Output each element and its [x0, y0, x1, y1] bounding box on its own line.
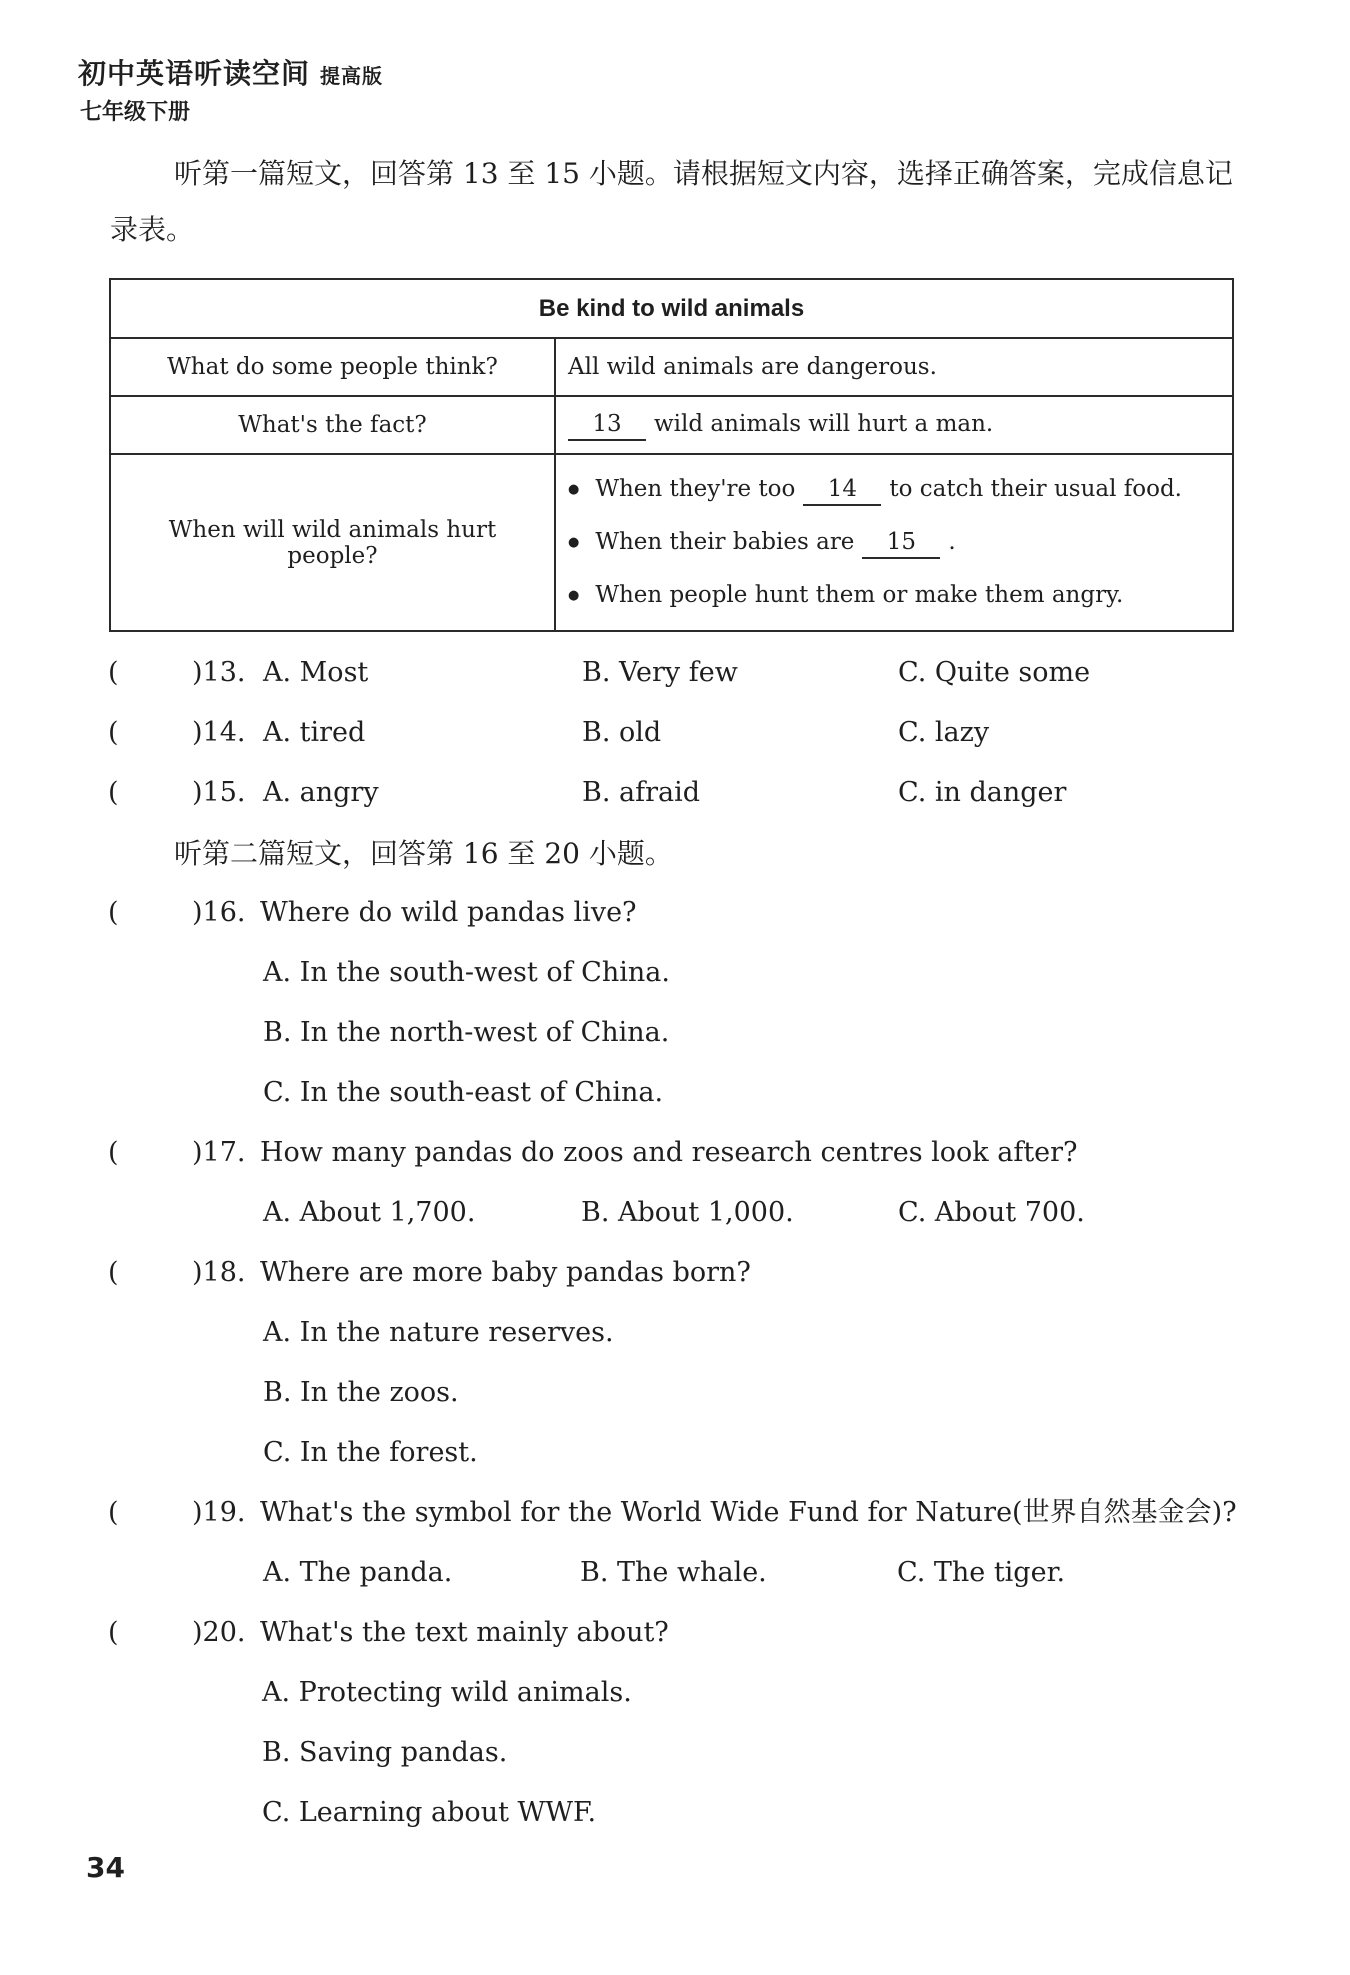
answer-bracket[interactable]: (	[108, 717, 119, 748]
table-row	[110, 454, 1233, 631]
option-b[interactable]: B. Very few	[582, 657, 738, 688]
option-b[interactable]: B. In the north-west of China.	[263, 1017, 670, 1048]
answer-bracket[interactable]: (	[108, 777, 119, 808]
option-a[interactable]: A. Protecting wild animals.	[262, 1677, 632, 1708]
book-edition: 提高版	[320, 64, 384, 88]
section1-instruction: 听第一篇短文，回答第 13 至 15 小题。请根据短文内容，选择正确答案，完成信息记录表。	[110, 157, 1233, 246]
option-b[interactable]: B. old	[582, 717, 662, 748]
bullet-item: ● When people hunt them or make them angry.	[568, 569, 1220, 622]
option-c[interactable]: C. Learning about WWF.	[262, 1797, 597, 1828]
option-c[interactable]: C. lazy	[898, 717, 990, 748]
answer-bracket[interactable]: (	[108, 657, 119, 688]
question-number: )16.	[192, 897, 246, 928]
answer-bracket[interactable]: (	[108, 1257, 119, 1288]
option-c[interactable]: C. Quite some	[898, 657, 1091, 688]
book-title: 初中英语听读空间 提高版	[78, 57, 384, 90]
table-answer-cell: 13 wild animals will hurt a man.	[555, 396, 1233, 454]
table-question-cell: When will wild animals hurt people?	[110, 454, 555, 631]
option-a[interactable]: A. About 1,700.	[263, 1197, 476, 1228]
question-text: What's the text mainly about?	[260, 1617, 669, 1648]
option-b[interactable]: B. Saving pandas.	[262, 1737, 508, 1768]
table-row	[110, 396, 1233, 454]
question-text: How many pandas do zoos and research centres look after?	[260, 1137, 1078, 1168]
question-number: )17.	[192, 1137, 246, 1168]
answer-bracket[interactable]: (	[108, 1137, 119, 1168]
option-a[interactable]: A. angry	[263, 777, 379, 808]
option-c[interactable]: C. In the forest.	[263, 1437, 478, 1468]
option-b[interactable]: B. The whale.	[580, 1557, 767, 1588]
answer-bracket[interactable]: (	[108, 1497, 119, 1528]
option-c[interactable]: C. About 700.	[898, 1197, 1085, 1228]
grade-label: 七年级下册	[80, 100, 191, 125]
option-a[interactable]: A. In the south-west of China.	[263, 957, 670, 988]
option-c[interactable]: C. In the south-east of China.	[263, 1077, 664, 1108]
option-a[interactable]: A. The panda.	[263, 1557, 453, 1588]
answer-blank-13[interactable]: 13	[568, 409, 646, 441]
question-number: )15.	[192, 777, 246, 808]
option-a[interactable]: A. tired	[263, 717, 366, 748]
table-row	[110, 338, 1233, 396]
bullet-item: ● When they're too 14 to catch their usual food.	[568, 463, 1220, 516]
question-number: )20.	[192, 1617, 246, 1648]
bullet-item: ● When their babies are 15 .	[568, 516, 1220, 569]
table-answer-cell: All wild animals are dangerous.	[555, 338, 1233, 396]
table-question-cell: What's the fact?	[110, 396, 555, 454]
answer-bracket[interactable]: (	[108, 897, 119, 928]
question-text: Where do wild pandas live?	[260, 897, 637, 928]
section2-instruction: 听第二篇短文，回答第 16 至 20 小题。	[174, 837, 673, 870]
option-c[interactable]: C. The tiger.	[897, 1557, 1066, 1588]
option-a[interactable]: A. Most	[263, 657, 369, 688]
answer-blank-15[interactable]: 15	[862, 527, 940, 559]
option-b[interactable]: B. About 1,000.	[581, 1197, 794, 1228]
answer-bracket[interactable]: (	[108, 1617, 119, 1648]
page-number: 34	[86, 1851, 125, 1884]
question-number: )13.	[192, 657, 246, 688]
table-answer-cell	[555, 454, 1233, 631]
info-record-table	[109, 278, 1234, 632]
table-title: Be kind to wild animals	[110, 279, 1233, 338]
question-number: )14.	[192, 717, 246, 748]
question-number: )19.	[192, 1497, 246, 1528]
option-b[interactable]: B. afraid	[582, 777, 701, 808]
option-b[interactable]: B. In the zoos.	[263, 1377, 459, 1408]
table-question-cell: What do some people think?	[110, 338, 555, 396]
question-text: What's the symbol for the World Wide Fund for Nature(世界自然基金会)?	[260, 1497, 1237, 1528]
answer-blank-14[interactable]: 14	[803, 474, 881, 506]
question-number: )18.	[192, 1257, 246, 1288]
option-a[interactable]: A. In the nature reserves.	[263, 1317, 614, 1348]
option-c[interactable]: C. in danger	[898, 777, 1067, 808]
question-text: Where are more baby pandas born?	[260, 1257, 751, 1288]
